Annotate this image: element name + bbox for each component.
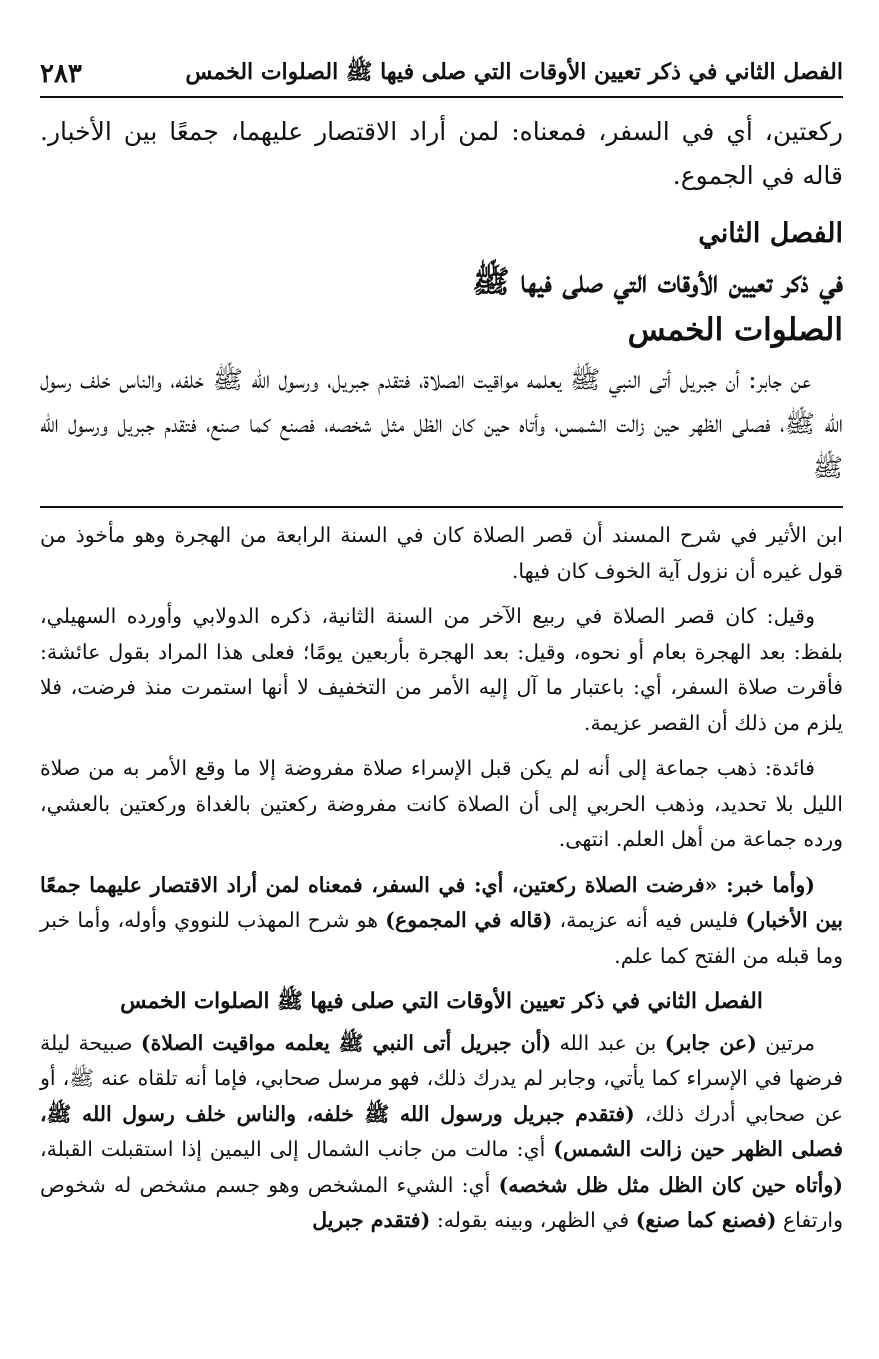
chapter-label: الفصل الثاني	[698, 218, 843, 249]
commentary-text: مرتين	[756, 1030, 815, 1055]
quoted-matn: (وأما خبر: «فرضت الصلاة ركعتين، أي: في السفر، فمعناه لمن أراد الاقتصار عليهما جمعًا بين الأخبار)	[40, 872, 843, 932]
matn-intro-paragraph: ركعتين، أي في السفر، فمعناه: لمن أراد الاقتصار عليهما، جمعًا بين الأخبار. قاله في الجموع.	[40, 117, 843, 190]
quoted-matn: (وأتاه حين كان الظل مثل ظل شخصه)	[498, 1172, 843, 1197]
quoted-matn: (فتقدم جبريل ورسول الله ﷺ خلفه، والناس خلف رسول الله ﷺ، فصلى الظهر حين زالت الشمس)	[40, 1101, 843, 1161]
quoted-matn: (أن جبريل أتى النبي ﷺ يعلمه مواقيت الصلاة)	[140, 1030, 552, 1055]
chapter-heading	[40, 210, 843, 354]
chapter-title: في ذكر تعيين الأوقات التي صلى فيها ﷺ	[472, 264, 843, 300]
commentary-text: فليس فيه أنه عزيمة،	[552, 908, 746, 932]
commentary-paragraph-3: فائدة: ذهب جماعة إلى أنه لم يكن قبل الإسراء صلاة مفروضة إلا ما وقع الأمر به من صلاة الليل بلا تحديد، وذهب الحربي إلى أن الصلاة كانت مفروضة ركعتين بالغداة وركعتين بالعشي، ورده جماعة من أهل العلم. انتهى.	[40, 756, 843, 851]
commentary-paragraph-4	[40, 868, 843, 975]
commentary-text: صبيحة ليلة فرضها في الإسراء كما يأتي، وجابر لم يدرك ذلك، فهو مرسل صحابي، فإما أنه تلقاه عنه ﷺ، أو عن صحابي أدرك ذلك،	[40, 1030, 843, 1126]
commentary-paragraph-2: وقيل: كان قصر الصلاة في ربيع الآخر من السنة الثانية، ذكره الدولابي وأورده السهيلي، بلفظ: بعد الهجرة بعام أو نحوه، وقيل: بعد الهجرة بأربعين يومًا؛ فعلى هذا المراد بقول عائشة: فأقرت صلاة السفر، أي: باعتبار ما آل إليه الأمر من التخفيف لا أنها استمرت منذ فرضت، فلا يلزم من ذلك أن القصر عزيمة.	[40, 604, 843, 735]
commentary-text: هو شرح المهذب للنووي وأوله، وأما خبر وما قبله من الفتح كما علم.	[40, 908, 843, 968]
commentary-paragraph-5	[40, 1026, 843, 1239]
quoted-matn: (قاله في المجموع)	[385, 908, 553, 932]
commentary-text: في الظهر، وبينه بقوله:	[430, 1208, 636, 1232]
commentary-text: بن عبد الله	[551, 1030, 665, 1055]
commentary-text: أي: مالت من جانب الشمال إلى اليمين إذا استقبلت القبلة،	[40, 1137, 554, 1161]
page-number: ٢٨٣	[40, 59, 82, 89]
commentary	[40, 518, 843, 1249]
quoted-matn: (عن جابر)	[664, 1030, 757, 1055]
quoted-matn: (فتقدم جبريل	[312, 1208, 431, 1232]
commentary-paragraph-1: ابن الأثير في شرح المسند أن قصر الصلاة كان في السنة الرابعة من الهجرة وهو مأخوذ من قول غيره أن نزول آية الخوف كان فيها.	[40, 523, 843, 583]
commentary-section-title: الفصل الثاني في ذكر تعيين الأوقات التي صلى فيها ﷺ الصلوات الخمس	[120, 989, 763, 1014]
commentary-text: أي: الشيء المشخص وهو جسم مشخص له شخوص وارتفاع	[40, 1172, 843, 1232]
chapter-subtitle: الصلوات الخمس	[627, 312, 843, 348]
hadith-paragraph: عن جابر: أن جبريل أتى النبي ﷺ يعلمه مواقيت الصلاة، فتقدم جبريل، ورسول الله ﷺ خلفه، والناس خلف رسول الله ﷺ، فصلى الظهر حين زالت الشمس، وأتاه حين كان الظل مثل شخصه، فصنع كما صنع، فتقدم جبريل ورسول الله ﷺ	[40, 365, 843, 482]
footnote-separator	[40, 506, 843, 508]
running-title: الفصل الثاني في ذكر تعيين الأوقات التي صلى فيها ﷺ الصلوات الخمس	[185, 59, 843, 85]
running-header	[40, 52, 843, 98]
quoted-matn: (فصنع كما صنع)	[635, 1208, 777, 1232]
main-text	[40, 110, 843, 490]
